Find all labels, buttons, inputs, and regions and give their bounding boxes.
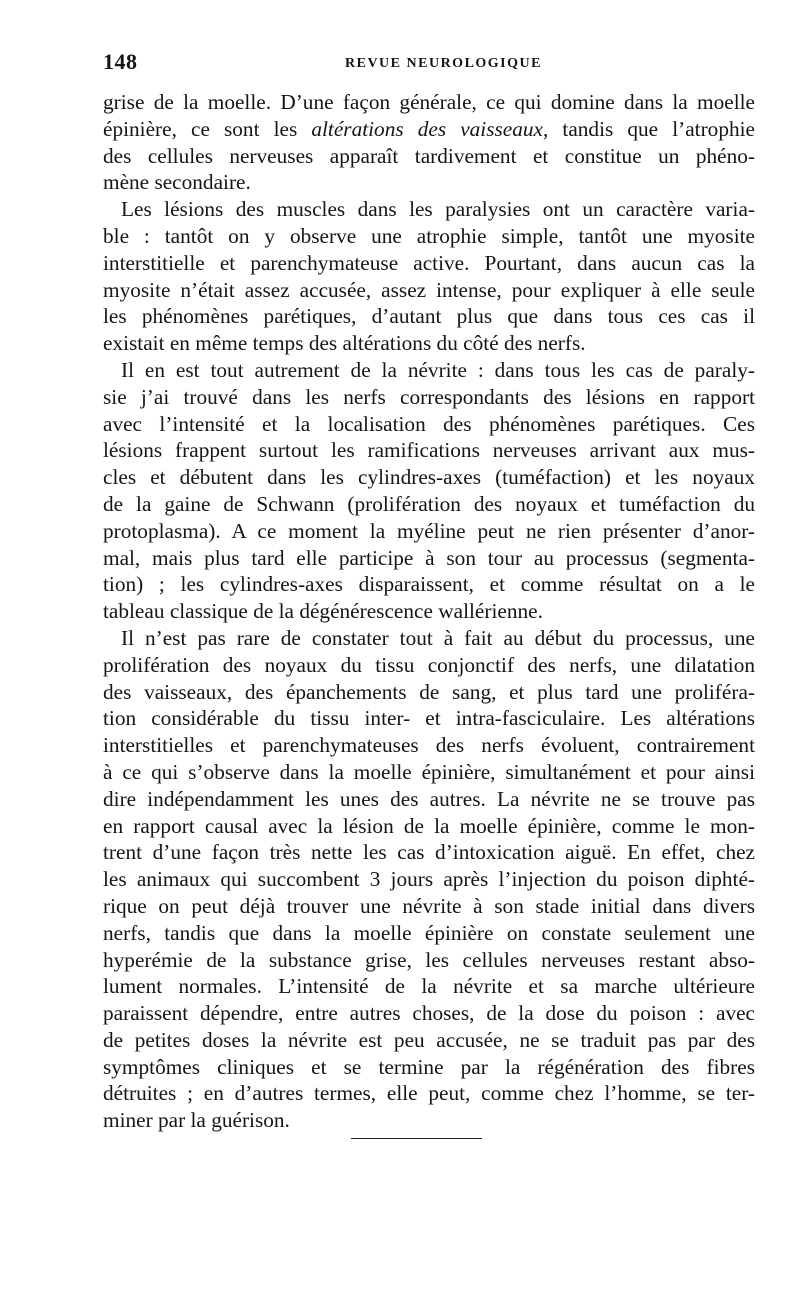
text-line: interstitielles et parenchymateuses des nerfs évoluent, contrairement <box>103 733 755 758</box>
paragraph <box>103 89 755 196</box>
running-title: REVUE NEUROLOGIQUE <box>345 56 542 71</box>
text-line: Les lésions des muscles dans les paralysies ont un caractère varia- <box>121 197 755 222</box>
text-line: mal, mais plus tard elle participe à son tour au processus (segmenta- <box>103 545 755 570</box>
end-rule <box>351 1138 482 1139</box>
text-run: épinière, ce sont les <box>103 116 312 141</box>
text-line: hyperémie de la substance grise, les cellules nerveuses restant abso- <box>103 947 755 972</box>
text-line: des cellules nerveuses apparaît tardivement et constitue un phéno- <box>103 143 755 168</box>
text-line: rique on peut déjà trouver une névrite à son stade initial dans divers <box>103 893 755 918</box>
text-line: tableau classique de la dégénérescence wallérienne. <box>103 599 543 624</box>
text-line: grise de la moelle. D’une façon générale, ce qui domine dans la moelle <box>103 90 755 114</box>
text-line: symptômes cliniques et se termine par la régénération des fibres <box>103 1054 755 1079</box>
page-number: 148 <box>103 49 138 74</box>
text-line: prolifération des noyaux du tissu conjonctif des nerfs, une dilatation <box>103 652 755 677</box>
text-line: les animaux qui succombent 3 jours après l’injection du poison diphté- <box>103 867 755 892</box>
text-line: myosite n’était assez accusée, assez intense, pour expliquer à elle seule <box>103 277 755 302</box>
text-line: sie j’ai trouvé dans les nerfs correspondants des lésions en rapport <box>103 384 755 409</box>
text-line: les phénomènes parétiques, d’autant plus que dans tous ces cas il <box>103 304 755 329</box>
text-line: mène secondaire. <box>103 170 251 195</box>
text-line: détruites ; en d’autres termes, elle peut, comme chez l’homme, se ter- <box>103 1081 755 1106</box>
text-line: des vaisseaux, des épanchements de sang, et plus tard une proliféra- <box>103 679 755 704</box>
paragraph <box>103 625 755 1134</box>
text-line: à ce qui s’observe dans la moelle épinière, simultanément et pour ainsi <box>103 759 755 784</box>
text-line: trent d’une façon très nette les cas d’intoxication aiguë. En effet, chez <box>103 840 755 865</box>
text-line: avec l’intensité et la localisation des phénomènes parétiques. Ces <box>103 411 755 436</box>
text-line: interstitielle et parenchymateuse active. Pourtant, dans aucun cas la <box>103 250 755 275</box>
text-line: nerfs, tandis que dans la moelle épinière on constate seulement une <box>103 920 755 945</box>
italic-text-run: altérations des vaisseaux <box>311 116 543 141</box>
text-run: , tandis que l’atrophie <box>543 116 755 141</box>
page-header <box>103 49 755 75</box>
text-line: de petites doses la névrite est peu accusée, ne se traduit pas par des <box>103 1027 755 1052</box>
text-line: miner par la guérison. <box>103 1108 290 1133</box>
text-line: tion considérable du tissu inter- et intra-fasciculaire. Les altérations <box>103 706 755 731</box>
paragraph <box>103 357 755 625</box>
text-line: en rapport causal avec la lésion de la moelle épinière, comme le mon- <box>103 813 755 838</box>
text-line: Il en est tout autrement de la névrite : dans tous les cas de paraly- <box>121 357 755 382</box>
body-text <box>103 89 755 1134</box>
text-line: paraissent dépendre, entre autres choses, de la dose du poison : avec <box>103 1001 755 1026</box>
text-line: dire indépendamment les unes des autres. La névrite ne se trouve pas <box>103 786 755 811</box>
text-line: existait en même temps des altérations du côté des nerfs. <box>103 331 586 356</box>
text-line: de la gaine de Schwann (prolifération des noyaux et tuméfaction du <box>103 491 755 516</box>
text-line: Il n’est pas rare de constater tout à fait au début du processus, une <box>121 625 755 650</box>
text-line: ble : tantôt on y observe une atrophie simple, tantôt une myosite <box>103 223 755 248</box>
text-line: cles et débutent dans les cylindres-axes (tuméfaction) et les noyaux <box>103 465 755 490</box>
text-line: lésions frappent surtout les ramifications nerveuses arrivant aux mus- <box>103 438 755 463</box>
text-line: lument normales. L’intensité de la névrite et sa marche ultérieure <box>103 974 755 999</box>
text-line: protoplasma). A ce moment la myéline peut ne rien présenter d’anor- <box>103 518 755 543</box>
text-line: tion) ; les cylindres-axes disparaissent, et comme résultat on a le <box>103 572 755 597</box>
paragraph <box>103 196 755 357</box>
text-line <box>103 116 755 143</box>
